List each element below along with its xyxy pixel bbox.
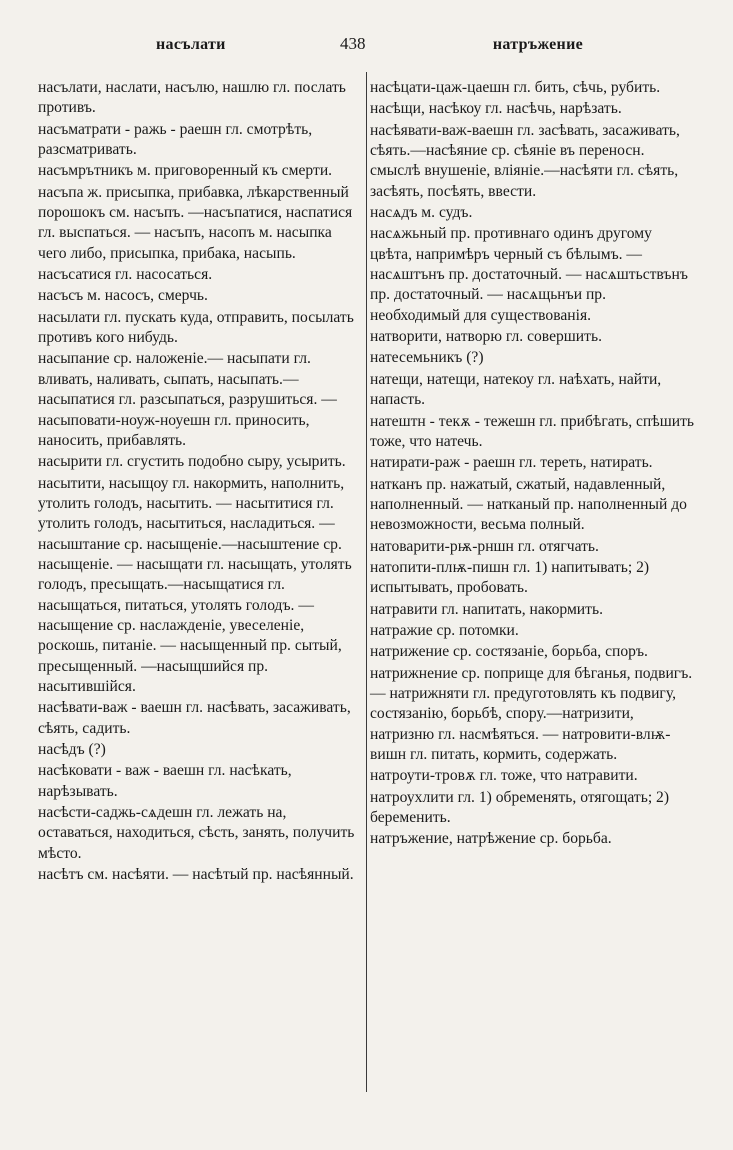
dictionary-entry: насъмрътникъ м. приговоренный къ смерти.	[38, 162, 333, 180]
dictionary-entry: насѧжьный пр. противнаго одинъ другому цвѣта, напримѣръ черный съ бѣлымъ. — насѧштънъ пр. достаточный. — насѧштьствънъ пр. достаточный. — насѧщьнъи пр. необходимый для существованія.	[370, 225, 688, 324]
right-column	[370, 78, 697, 851]
left-column	[38, 78, 364, 886]
dictionary-entry: насъсъ м. насосъ, смерчь.	[38, 287, 208, 305]
dictionary-entry: натворити, натворю гл. совершить.	[370, 328, 602, 346]
dictionary-entry: натравити гл. напитать, накормить.	[370, 600, 603, 618]
dictionary-entry: насъпа ж. присыпка, прибавка, лѣкарственный порошокъ см. насъпъ. —насъпатися, наспатися гл. выспаться. — насъпъ, насопъ м. насыпка чего либо, присыпка, прибака, насыпь.	[38, 183, 353, 262]
dictionary-entry: насыпание ср. наложеніе.— насыпати гл. вливать, наливать, сыпать, насыпать.— насыпатися гл. разсыпаться, разрушиться. — насыповати-ноуж-ноуешн гл. приносить, наносить, прибавлять.	[38, 350, 337, 449]
dictionary-entry: натесемьникъ (?)	[370, 349, 484, 367]
dictionary-entry: насѣковати - важ - ваешн гл. насѣкать, нарѣзывать.	[38, 762, 292, 800]
page-number: 438	[340, 34, 366, 53]
dictionary-entry: натрижение ср. состязаніе, борьба, споръ.	[370, 643, 648, 661]
dictionary-entry: насытити, насыщоу гл. накормить, наполнить, утолить голодъ, насытить. — насытитися гл. утолить голодъ, насытиться, насладиться. —насыштание ср. насыщеніе.—насыштение ср. насыщеніе. — насыщати гл. насыщать, утолять голодъ, пресыщать.—насыщатися гл. насыщаться, питаться, утолять голодъ. —насыщение ср. наслажденіе, увеселеніе, роскошь, питаніе. — насыщенный пр. сытый, пресыщенный. —насыщшийся пр. насытившійся.	[38, 474, 352, 695]
dictionary-entry: насылати гл. пускать куда, отправить, посылать противъ кого нибудь.	[38, 308, 354, 347]
dictionary-entry: натръжение, натрѣжение ср. борьба.	[370, 830, 612, 848]
dictionary-entry: насѧдъ м. судъ.	[370, 204, 473, 222]
dictionary-entry: натроухлити гл. 1) обременять, отягощать; 2) беременить.	[370, 788, 670, 827]
dictionary-entry: натештн - текѫ - тежешн гл. прибѣгать, спѣшить тоже, что натечь.	[370, 412, 695, 450]
dictionary-entry: натещи, натещи, натекоу гл. наѣхать, найти, напасть.	[370, 370, 662, 409]
dictionary-entry: насѣсти-саджь-сѧдешн гл. лежать на, оставаться, находиться, сѣсть, занять, получить мѣсто.	[38, 804, 355, 862]
page-header	[38, 34, 693, 58]
dictionary-entry: насѣдъ (?)	[38, 741, 106, 758]
dictionary-entry: насѣвати-важ - ваешн гл. насѣвать, засаживать, сѣять, садить.	[38, 699, 351, 737]
dictionary-entry: насѣявати-важ-ваешн гл. засѣвать, засаживать, сѣять.—насѣяние ср. сѣяніе въ переносн. смыслѣ внушеніе, вліяніе.—насѣяти гл. сѣять, засѣять, посѣять, ввести.	[370, 121, 680, 200]
dictionary-entry: насѣцати-цаж-цаешн гл. бить, сѣчь, рубить.	[370, 79, 661, 96]
dictionary-entry: насѣтъ см. насѣяти. — насѣтый пр. насѣянный.	[38, 866, 354, 884]
dictionary-entry: насырити гл. сгустить подобно сыру, усырить.	[38, 453, 346, 471]
dictionary-entry: насъматрати - ражь - раешн гл. смотрѣть, разсматривать.	[38, 120, 313, 159]
dictionary-entry: натроути-тровѫ гл. тоже, что натравити.	[370, 767, 638, 785]
dictionary-entry: натрижнение ср. поприще для бѣганья, подвигъ. — натрижняти гл. предуготовлять къ подвигу, состязанію, борьбѣ, спору.—натризити, натризню гл. насмѣяться. — натровити-влѭ-вишн гл. питать, кормить, содержать.	[370, 664, 693, 763]
dictionary-entry: насълати, наслати, насълю, нашлю гл. послать противъ.	[38, 79, 346, 117]
running-head-right: натръжение	[492, 36, 583, 53]
dictionary-entry: натоварити-рѭ-рншн гл. отягчать.	[370, 537, 599, 555]
dictionary-entry: насѣщи, насѣкоу гл. насѣчь, нарѣзать.	[370, 100, 622, 118]
dictionary-entry: натирати-раж - раешн гл. тереть, натирать.	[370, 454, 653, 472]
running-head-left: насълати	[156, 36, 226, 53]
column-divider	[366, 72, 367, 1092]
dictionary-entry: насъсатися гл. насосаться.	[38, 266, 213, 284]
dictionary-entry: натражие ср. потомки.	[370, 621, 519, 639]
dictionary-entry: натканъ пр. нажатый, сжатый, надавленный, наполненный. — натканый пр. наполненный до невозможности, весьма полный.	[370, 475, 687, 534]
dictionary-entry: натопити-плѭ-пишн гл. 1) напитывать; 2) испытывать, пробовать.	[370, 558, 650, 597]
